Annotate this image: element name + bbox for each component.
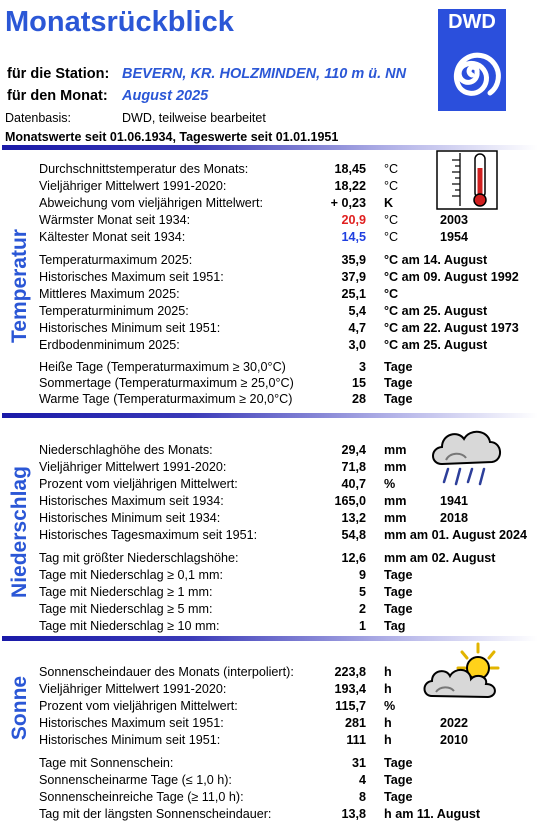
temp-row: Historisches Minimum seit 1951: 4,7 °C am 22. August 1973	[39, 321, 519, 335]
temp-row: Warme Tage (Temperaturmaximum ≥ 20,0°C) 28 Tage	[39, 392, 413, 406]
series-note: Monatswerte seit 01.06.1934, Tageswerte seit 01.01.1951	[5, 130, 339, 144]
station-label: für die Station:	[7, 66, 110, 82]
temp-row: Durchschnittstemperatur des Monats: 18,45 °C	[39, 162, 399, 176]
page-title: Monatsrückblick	[5, 6, 234, 38]
precip-row: Tag mit größter Niederschlagshöhe: 12,6 mm am 02. August	[39, 551, 496, 565]
month-label: für den Monat:	[7, 88, 108, 104]
precip-row: Niederschlaghöhe des Monats: 29,4 mm	[39, 443, 407, 457]
precip-row: Historisches Tagesmaximum seit 1951: 54,8 mm am 01. August 2024	[39, 528, 528, 542]
precip-row: Tage mit Niederschlag ≥ 10 mm: 1 Tag	[39, 619, 406, 633]
sun-row: Sonnenscheindauer des Monats (interpoliert): 223,8 h	[39, 665, 392, 679]
basis-value: DWD, teilweise bearbeitet	[122, 111, 266, 125]
precip-row: Tage mit Niederschlag ≥ 1 mm: 5 Tage	[39, 585, 413, 599]
sun-row: Prozent vom vieljährigen Mittelwert: 115,7 %	[39, 699, 396, 713]
temp-row: Kältester Monat seit 1934: 14,5 °C 1954	[39, 230, 469, 244]
section-divider	[2, 413, 538, 418]
sun-row: Sonnenscheinreiche Tage (≥ 11,0 h): 8 Tage	[39, 790, 413, 804]
temp-row: Erdbodenminimum 2025: 3,0 °C am 25. August	[39, 338, 488, 352]
temp-row: Historisches Maximum seit 1951: 37,9 °C am 09. August 1992	[39, 270, 519, 284]
dwd-logo-text: DWD	[448, 11, 496, 33]
temp-row: Temperaturminimum 2025: 5,4 °C am 25. August	[39, 304, 488, 318]
sun-row: Tage mit Sonnenschein: 31 Tage	[39, 756, 413, 770]
temp-row: Temperaturmaximum 2025: 35,9 °C am 14. August	[39, 253, 488, 267]
temp-row: Vieljähriger Mittelwert 1991-2020: 18,22 °C	[39, 179, 399, 193]
sunshine-section-label: Sonne	[8, 675, 32, 741]
dwd-logo	[438, 9, 506, 111]
sun-row: Historisches Maximum seit 1951: 281 h 2022	[39, 716, 469, 730]
precip-row: Tage mit Niederschlag ≥ 0,1 mm: 9 Tage	[39, 568, 413, 582]
precipitation-section-label: Niederschlag	[8, 466, 32, 598]
sun-row: Vieljähriger Mittelwert 1991-2020: 193,4 h	[39, 682, 392, 696]
precip-row: Historisches Minimum seit 1934: 13,2 mm 2018	[39, 511, 469, 525]
temp-row: Wärmster Monat seit 1934: 20,9 °C 2003	[39, 213, 469, 227]
precip-row: Tage mit Niederschlag ≥ 5 mm: 2 Tage	[39, 602, 413, 616]
basis-label: Datenbasis:	[5, 111, 72, 125]
precip-row: Vieljähriger Mittelwert 1991-2020: 71,8 mm	[39, 460, 407, 474]
station-value: BEVERN, KR. HOLZMINDEN, 110 m ü. NN	[122, 66, 407, 82]
month-value: August 2025	[122, 88, 209, 104]
temp-row: Sommertage (Temperaturmaximum ≥ 25,0°C) 15 Tage	[39, 376, 413, 390]
sun-row: Sonnenscheinarme Tage (≤ 1,0 h): 4 Tage	[39, 773, 413, 787]
sun-row: Historisches Minimum seit 1951: 111 h 2010	[39, 733, 469, 747]
precip-row: Prozent vom vieljährigen Mittelwert: 40,7 %	[39, 477, 396, 491]
precip-row: Historisches Maximum seit 1934: 165,0 mm 1941	[39, 494, 469, 508]
spiral-icon	[438, 39, 506, 109]
sun-row: Tag mit der längsten Sonnenscheindauer: 13,8 h am 11. August	[39, 807, 481, 821]
temp-row: Abweichung vom vieljährigen Mittelwert: + 0,23 K	[39, 196, 394, 210]
temp-row: Heiße Tage (Temperaturmaximum ≥ 30,0°C) 3 Tage	[39, 360, 413, 374]
temperature-section-label: Temperatur	[8, 229, 32, 343]
temp-row: Mittleres Maximum 2025: 25,1 °C	[39, 287, 399, 301]
